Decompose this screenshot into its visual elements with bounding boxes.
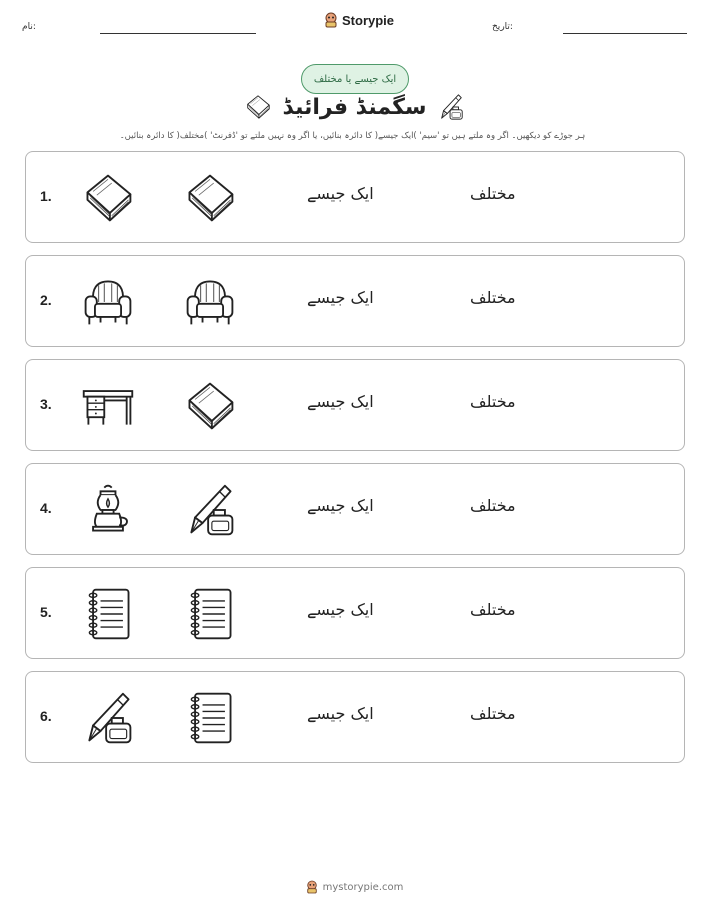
exercise-row <box>25 567 685 659</box>
option-same[interactable]: ایک جیسے <box>307 704 374 723</box>
date-blank-line <box>563 33 687 34</box>
option-same[interactable]: ایک جیسے <box>307 184 374 203</box>
title-row <box>0 90 709 124</box>
pen-and-ink-icon <box>182 482 238 538</box>
brand-logo <box>324 12 394 28</box>
exercise-row <box>25 671 685 763</box>
option-different[interactable]: مختلف <box>470 392 516 411</box>
footer <box>0 880 709 894</box>
brand-name: Storypie <box>342 12 395 28</box>
date-label: تاریخ: <box>492 22 513 32</box>
row-number: 6. <box>40 708 52 724</box>
option-different[interactable]: مختلف <box>470 600 516 619</box>
pen-and-ink-icon <box>80 690 136 746</box>
worksheet-header <box>0 0 709 48</box>
armchair-icon <box>80 274 136 330</box>
instructions: ہر جوڑے کو دیکھیں۔ اگر وہ ملتے ہیں تو 'سیم' )ایک جیسے( کا دائرہ بنائیں، یا اگر وہ نہیں ملتے تو 'ڈفرنٹ' )مختلف( کا دائرہ بنائیں۔ <box>119 131 586 141</box>
armchair-icon <box>182 274 238 330</box>
row-number: 5. <box>40 604 52 620</box>
exercise-row <box>25 255 685 347</box>
worksheet-type-badge: ایک جیسے یا مختلف <box>301 64 409 94</box>
book-icon <box>80 170 136 226</box>
option-different[interactable]: مختلف <box>470 288 516 307</box>
oil-lamp-icon <box>80 482 136 538</box>
option-same[interactable]: ایک جیسے <box>307 600 374 619</box>
option-different[interactable]: مختلف <box>470 184 516 203</box>
option-different[interactable]: مختلف <box>470 496 516 515</box>
book-icon <box>182 170 238 226</box>
exercise-row <box>25 359 685 451</box>
pen-and-ink-icon <box>437 93 465 121</box>
notebook-icon <box>182 586 238 642</box>
storypie-mascot-icon <box>324 12 338 28</box>
option-same[interactable]: ایک جیسے <box>307 392 374 411</box>
row-number: 2. <box>40 292 52 308</box>
row-number: 1. <box>40 188 52 204</box>
row-number: 3. <box>40 396 52 412</box>
page-title: سگمنڈ فرائیڈ <box>282 94 427 120</box>
option-same[interactable]: ایک جیسے <box>307 496 374 515</box>
notebook-icon <box>182 690 238 746</box>
book-icon <box>182 378 238 434</box>
book-icon <box>244 93 272 121</box>
option-different[interactable]: مختلف <box>470 704 516 723</box>
storypie-mascot-icon <box>306 880 318 894</box>
footer-site: mystorypie.com <box>322 881 404 893</box>
exercise-row <box>25 463 685 555</box>
name-label: نام: <box>22 22 36 32</box>
name-blank-line <box>100 33 256 34</box>
desk-icon <box>80 378 136 434</box>
row-number: 4. <box>40 500 52 516</box>
exercise-row <box>25 151 685 243</box>
option-same[interactable]: ایک جیسے <box>307 288 374 307</box>
notebook-icon <box>80 586 136 642</box>
